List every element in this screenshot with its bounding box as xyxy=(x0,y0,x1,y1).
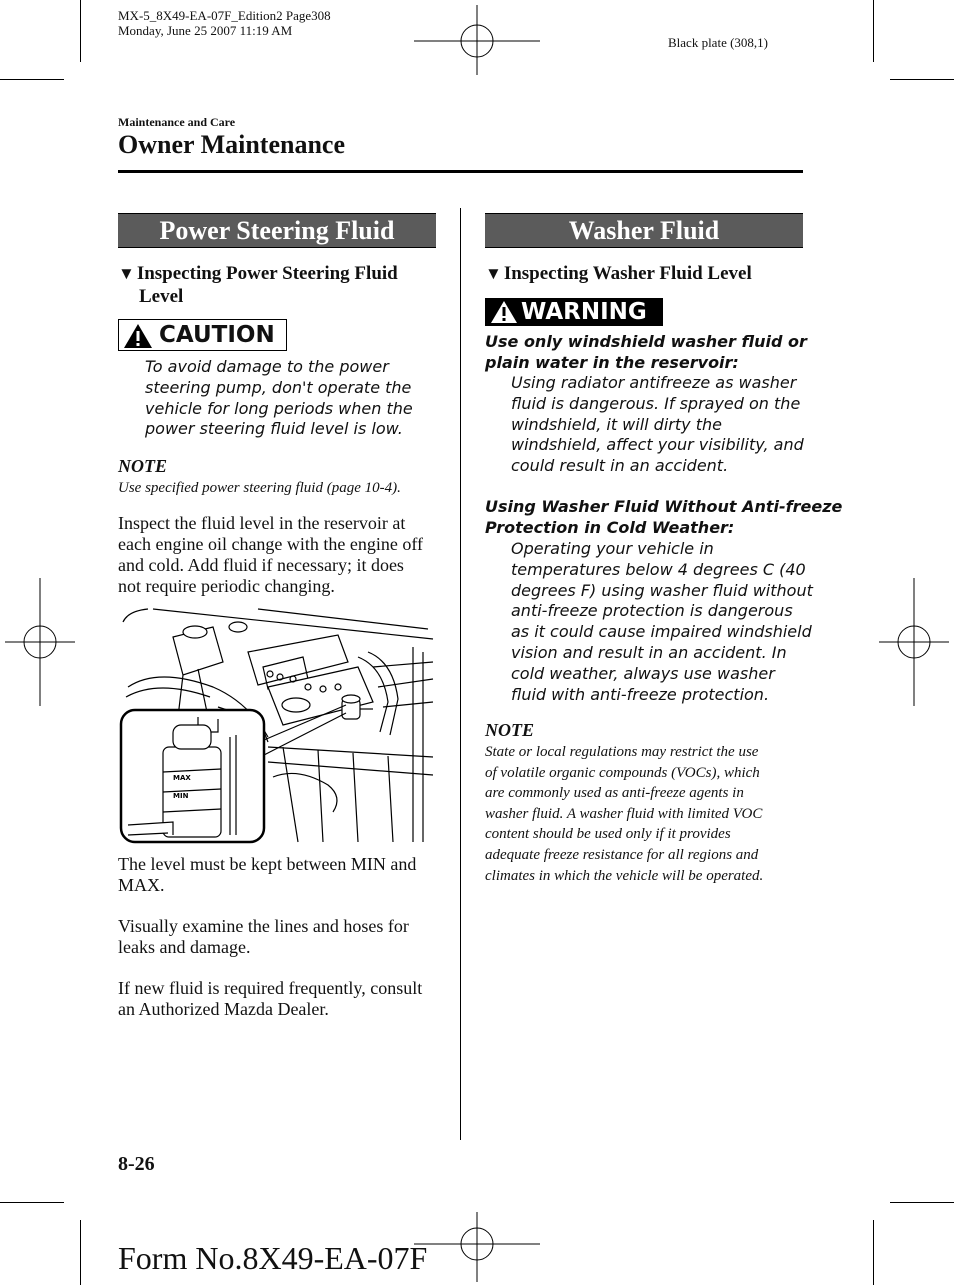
inspect-washer-subhead: ▼ Inspecting Washer Fluid Level xyxy=(485,263,752,284)
triangle-icon: ▼ xyxy=(118,264,135,283)
inspect-paragraph: Inspect the fluid level in the reservoir at each engine oil change with the engine off and cold. Add fluid if necessary; it does not require periodic changing. xyxy=(118,513,424,596)
caution-label: CAUTION xyxy=(159,322,275,348)
warning1-text: Using radiator antifreeze as washer fluid is dangerous. If sprayed on the windshield, it will dirty the windshield, affect your visibility, and could result in an accident. xyxy=(511,373,804,476)
triangle-icon: ▼ xyxy=(485,264,502,283)
warning-alert-icon xyxy=(490,300,518,324)
black-plate-label: Black plate (308,1) xyxy=(668,35,768,50)
level-paragraph: The level must be kept between MIN and MAX. xyxy=(118,854,417,895)
column-divider xyxy=(460,208,461,1140)
title-rule xyxy=(118,170,803,173)
caution-text: To avoid damage to the power steering pump, don't operate the vehicle for long periods when the power steering fluid level is low. xyxy=(145,357,413,439)
max-label: MAX xyxy=(173,774,191,782)
warning2-text: Operating your vehicle in temperatures below 4 degrees C (40 degrees F) using washer fluid without anti-freeze protection is dangerous as it could cause impaired windshield vision and result in an accident. In cold weather, always use washer fluid with anti-freeze protection. xyxy=(511,539,813,704)
print-date-line: Monday, June 25 2007 11:19 AM xyxy=(118,23,293,38)
caution-warning-icon xyxy=(123,323,153,349)
min-label: MIN xyxy=(173,792,189,800)
examine-paragraph: Visually examine the lines and hoses for leaks and damage. xyxy=(118,916,409,957)
power-steering-fluid-title: Power Steering Fluid xyxy=(118,213,436,248)
print-info xyxy=(118,8,331,38)
warning-label: WARNING xyxy=(521,299,647,325)
inspect-power-steering-subhead: ▼ Inspecting Power Steering Fluid Level xyxy=(118,263,398,307)
print-file-line: MX-5_8X49-EA-07F_Edition2 Page308 xyxy=(118,8,331,23)
section-label: Maintenance and Care xyxy=(118,115,236,129)
warning2-heading: Using Washer Fluid Without Anti-freeze Protection in Cold Weather: xyxy=(485,497,843,537)
note-text: Use specified power steering fluid (page 10-4). xyxy=(118,480,401,496)
washer-fluid-title: Washer Fluid xyxy=(485,213,803,248)
reservoir-illustration xyxy=(118,607,436,845)
form-number: Form No.8X49-EA-07F xyxy=(118,1240,428,1276)
warning1-heading: Use only windshield washer fluid or plain water in the reservoir: xyxy=(485,332,807,372)
note-heading: NOTE xyxy=(118,456,167,476)
washer-note-heading: NOTE xyxy=(485,720,534,740)
washer-note-text: State or local regulations may restrict the use of volatile organic compounds (VOCs), which are commonly used as anti-freeze agents in washer fluid. A washer fluid with limited VOC content should be used only if it provides adequate freeze resistance for all regions and climates in which the vehicle will be operated. xyxy=(485,744,764,884)
dealer-paragraph: If new fluid is required frequently, consult an Authorized Mazda Dealer. xyxy=(118,978,423,1019)
page-number: 8-26 xyxy=(118,1153,155,1175)
page-title: Owner Maintenance xyxy=(118,130,345,159)
